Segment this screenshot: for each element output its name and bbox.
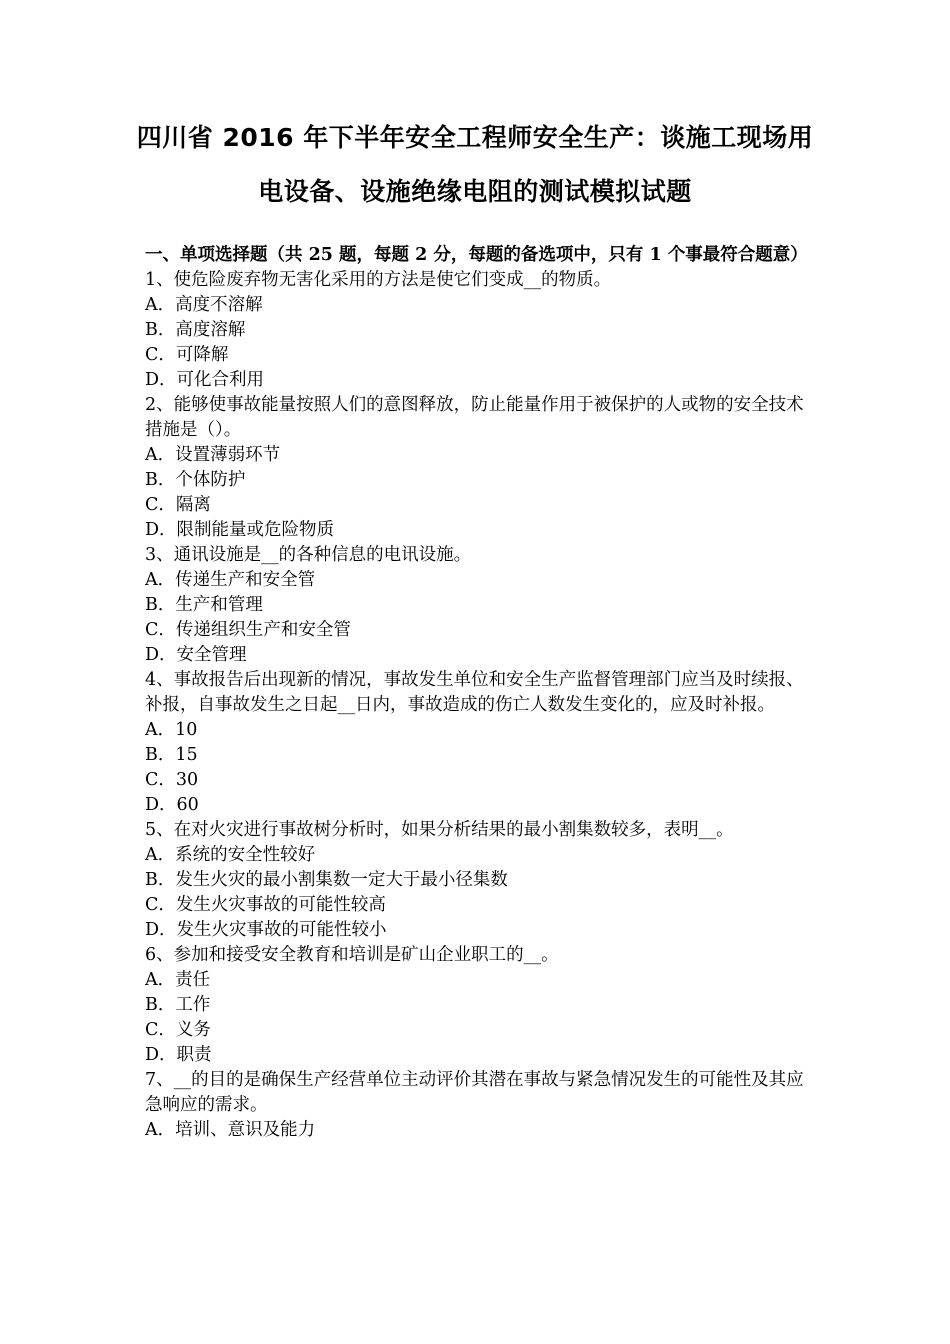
question-1 (145, 268, 815, 393)
option-c: C．传递组织生产和安全管 (145, 620, 351, 640)
option-b: B．高度溶解 (145, 320, 246, 340)
question-3 (145, 543, 815, 668)
option-b: B．工作 (145, 995, 211, 1015)
option-a: A．培训、意识及能力 (145, 1120, 316, 1140)
option-a: A．系统的安全性较好 (145, 845, 316, 865)
question-stem: 2、能够使事故能量按照人们的意图释放，防止能量作用于被保护的人或物的安全技术措施是（）。 (145, 395, 804, 440)
option-d: D．限制能量或危险物质 (145, 520, 335, 540)
question-stem: 5、在对火灾进行事故树分析时，如果分析结果的最小割集数较多，表明__。 (145, 820, 734, 840)
option-b: B．发生火灾的最小割集数一定大于最小径集数 (145, 870, 508, 890)
option-a: A．责任 (145, 970, 211, 990)
question-4 (145, 668, 815, 818)
document-body (145, 243, 815, 1143)
option-d: D．发生火灾事故的可能性较小 (145, 920, 387, 940)
question-stem: 1、使危险废弃物无害化采用的方法是使它们变成__的物质。 (145, 270, 612, 290)
option-a: A．传递生产和安全管 (145, 570, 316, 590)
option-b: B．15 (145, 745, 198, 765)
option-d: D．60 (145, 795, 199, 815)
option-c: C．可降解 (145, 345, 229, 365)
question-stem: 6、参加和接受安全教育和培训是矿山企业职工的__。 (145, 945, 559, 965)
option-c: C．发生火灾事故的可能性较高 (145, 895, 386, 915)
option-c: C．隔离 (145, 495, 211, 515)
option-a: A．设置薄弱环节 (145, 445, 281, 465)
document-title-line-1: 四川省 2016 年下半年安全工程师安全生产：谈施工现场用 (136, 123, 814, 152)
option-d: D．职责 (145, 1045, 212, 1065)
question-stem: 3、通讯设施是__的各种信息的电讯设施。 (145, 545, 472, 565)
option-c: C．30 (145, 770, 199, 790)
document-title-line-2: 电设备、设施绝缘电阻的测试模拟试题 (258, 177, 692, 206)
option-b: B．个体防护 (145, 470, 246, 490)
question-stem: 7、__的目的是确保生产经营单位主动评价其潜在事故与紧急情况发生的可能性及其应急响应的需求。 (145, 1070, 804, 1115)
option-c: C．义务 (145, 1020, 211, 1040)
section-header: 一、单项选择题（共 25 题，每题 2 分，每题的备选项中，只有 1 个事最符合题意） (145, 245, 808, 265)
option-b: B．生产和管理 (145, 595, 263, 615)
question-6 (145, 943, 815, 1068)
question-7 (145, 1068, 815, 1143)
option-d: D．安全管理 (145, 645, 247, 665)
question-5 (145, 818, 815, 943)
question-2 (145, 393, 815, 543)
question-stem: 4、事故报告后出现新的情况，事故发生单位和安全生产监督管理部门应当及时续报、补报，自事故发生之日起__日内，事故造成的伤亡人数发生变化的，应及时补报。 (145, 670, 804, 715)
option-d: D．可化合利用 (145, 370, 265, 390)
option-a: A．10 (145, 720, 198, 740)
option-a: A．高度不溶解 (145, 295, 263, 315)
